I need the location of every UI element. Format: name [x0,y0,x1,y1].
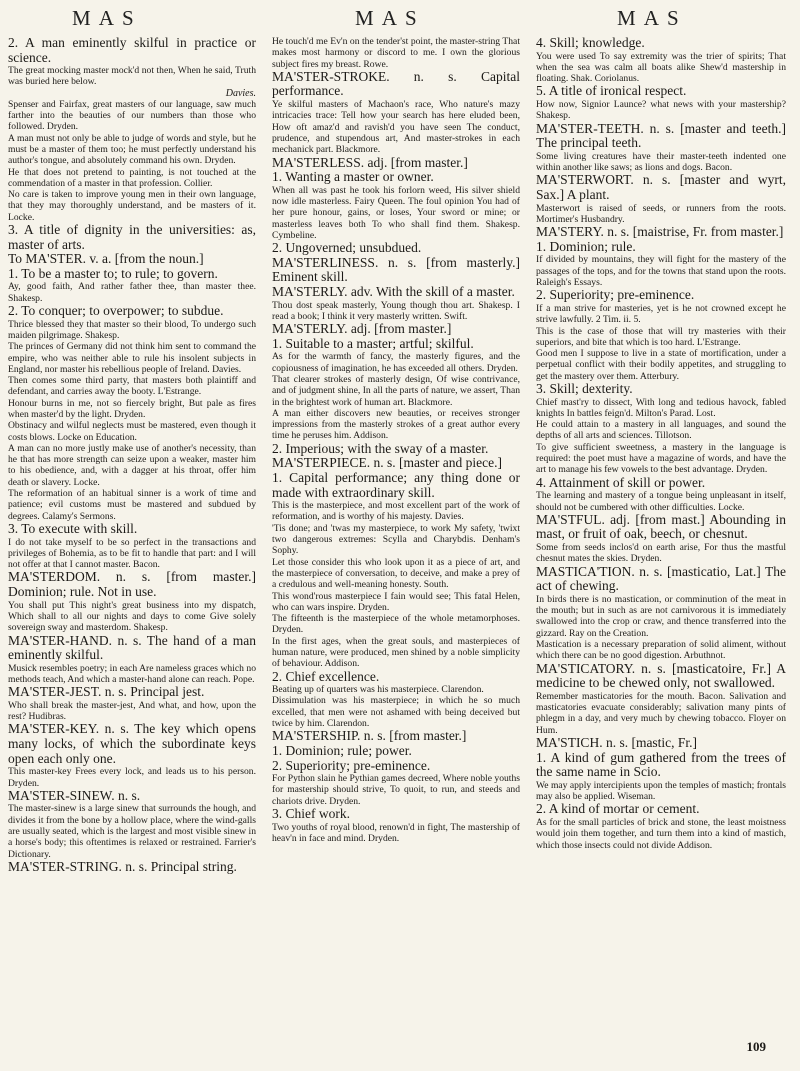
dictionary-entry: MA'STICATORY. n. s. [masticatoire, Fr.] A medicine to be chewed only, not swallowed. [536,660,786,691]
quotation: Good men I suppose to live in a state of mortification, under a perpetual conflict with their bodily appetites, and struggling to get the mastery over them. Atterbury. [536,348,786,382]
dictionary-entry: MA'STER-STROKE. n. s. Capital performance. [272,68,520,99]
quotation: If a man strive for masteries, yet is he not crowned except he strive lawfully. 2 Tim. ii. 5. [536,302,786,326]
quotation: Some living creatures have their master-teeth indented one within another like saws; as lions and dogs. Bacon. [536,150,786,174]
running-head-left: M A S [72,6,136,30]
quotation: The fifteenth is the masterpiece of the whole metamorphoses. Dryden. [272,613,520,636]
dictionary-entry: 2. Superiority; pre-eminence. [272,757,431,773]
dictionary-entry: 2. Ungoverned; unsubdued. [272,240,422,256]
quotation: When all was past he took his forlorn weed, His silver shield now idle masterless. Fairy Queen. The foul opinion You had of her pure honour, gains, or loses, Your sword or mine; or masterless leaves both To who shall find them. Shakesp. Cymbeline. [272,184,520,241]
dictionary-entry: 1. Suitable to a master; artful; skilful. [272,335,474,351]
quotation: I do not take myself to be so perfect in the transactions and privileges of Bohemia, as to be fit to handle that part: and I will not offer at that I cannot master. Bacon. [8,536,256,571]
quotation: Remember masticatories for the mouth. Bacon. Salivation and masticatories evacuate considerably; salivation many pints of phlegm in a day, and very much by chewing tobacco. Floyer on Hum. [536,690,786,736]
column-middle [272,36,520,1046]
quotation: Some from seeds inclos'd on earth arise, For thus the mastful chesnut mates the skies. Dryden. [536,542,786,565]
quotation: Honour burns in me, not so fiercely bright, But pale as fires when master'd by the light. Dryden. [8,397,256,420]
quotation: Chief mast'ry to dissect, With long and tedious havock, fabled knights In battles feign'd. Milton's Parad. Lost. [536,396,786,419]
quotation: The great mocking master mock'd not then, When he said, Truth was buried here below. [8,65,256,88]
dictionary-entry: 4. Attainment of skill or power. [536,474,706,490]
dictionary-entry: 2. To conquer; to overpower; to subdue. [8,303,224,319]
quotation: To give sufficient sweetness, a mastery in the language is required: the poet must have a magazine of words, and have the art to manage his few vowels to the best advantage. Dryden. [536,441,786,476]
dictionary-entry: 2. A kind of mortar or cement. [536,801,700,817]
dictionary-entry: 1. Wanting a master or owner. [272,169,434,185]
quotation: No care is taken to improve young men in their own language, that they may thoroughly understand, and be masters of it. Locke. [8,189,256,223]
quotation: Thou dost speak masterly, Young though thou art. Shakesp. I read a book; I think it very masterly written. Swift. [272,299,520,322]
quotation: This master-key Frees every lock, and leads us to his person. Dryden. [8,766,256,789]
quotation: Masterwort is raised of seeds, or runners from the roots. Mortimer's Husbandry. [536,202,786,225]
dictionary-entry: 1. Dominion; rule; power. [272,742,412,758]
column-left [8,36,256,1046]
dictionary-entry: To MA'STER. v. a. [from the noun.] [8,251,204,267]
dictionary-entry: MA'STERSHIP. n. s. [from master.] [272,728,467,744]
quotation: Ye skilful masters of Machaon's race, Who nature's mazy intricacies trace: Tell how your search has here eluded been, How oft amaz'd and ravish'd you have seen The conduct, prudence, and stupendous art, And master-strokes in each mechanick part. Blackmore. [272,99,520,156]
quotation: Obstinacy and wilful neglects must be mastered, even though it costs blows. Locke on Education. [8,420,256,443]
quotation: Thrice blessed they that master so their blood, To undergo such maiden pilgrimage. Shakesp. [8,318,256,341]
quotation: If divided by mountains, they will fight for the mastery of the passages of the tops, and for the towns that stand upon the roots. Raleigh's Essays. [536,254,786,289]
dictionary-entry: 1. Capital performance; any thing done or made with extraordinary skill. [272,469,520,500]
quotation: He could attain to a mastery in all languages, and sound the depths of all arts and sciences. Tillotson. [536,419,786,442]
quotation: A man can no more justly make use of another's necessity, than he that has more strength can seize upon a weaker, master him to his obedience, and, with a dagger at his throat, offer him death or slavery. Locke. [8,442,256,488]
quotation: The master-sinew is a large sinew that surrounds the hough, and divides it from the bone by a hollow place, where the wind-galls are usually seated, which is the largest and most visible sinew in a horse's body; this oftentimes is relaxed or restrained. Farrier's Dictionary. [8,803,256,860]
dictionary-entry: 1. To be a master to; to rule; to govern. [8,265,218,281]
quotation: This is the masterpiece, and most excellent part of the work of reformation, and is worthy of his majesty. Davies. [272,500,520,523]
dictionary-entry: 1. Dominion; rule. [536,238,636,254]
quotation: Let those consider this who look upon it as a piece of art, and the masterpiece of conversation, to deceive, and make a prey of a credulous and well-meaning honesty. South. [272,556,520,591]
quotation: 'Tis done; and 'twas my masterpiece, to work My safety, 'twixt two dangerous extremes: Scylla and Charybdis. Denham's Sophy. [272,522,520,557]
dictionary-entry: 3. Chief work. [272,806,350,822]
dictionary-entry: MA'STER-KEY. n. s. The key which opens many locks, of which the subordinate keys open each only one. [8,721,256,766]
quotation: Beating up of quarters was his masterpiece. Clarendon. [272,684,484,696]
citation: Davies. [225,87,256,99]
dictionary-entry: MA'STER-HAND. n. s. The hand of a man eminently skilful. [8,632,256,663]
dictionary-entry: MA'STERLY. adv. With the skill of a master. [272,284,515,300]
dictionary-entry: MA'STERPIECE. n. s. [master and piece.] [272,455,503,471]
quotation: Spenser and Fairfax, great masters of our language, saw much farther into the beauties of our numbers than those who followed. Dryden. [8,98,256,133]
running-head-center: M A S [355,6,419,30]
quotation: Musick resembles poetry; in each Are nameless graces which no methods teach, And which a master-hand alone can reach. Pope. [8,662,256,685]
quotation: Dissimulation was his masterpiece; in which he so much excelled, that men were not ashamed with being deceived but twice by him. Clarendon. [272,695,520,730]
quotation: How now, Signior Launce? what news with your mastership? Shakesp. [536,99,786,122]
quotation: Mastication is a necessary preparation of solid aliment, without which there can be no good digestion. Arbuthnot. [536,639,786,662]
dictionary-entry: 2. A man eminently skilful in practice or science. [8,36,256,65]
quotation: We may apply intercipients upon the temples of mastich; frontals may also be applied. Wiseman. [536,779,786,803]
dictionary-entry: MA'STERLINESS. n. s. [from masterly.] Eminent skill. [272,254,520,285]
quotation: He touch'd me Ev'n on the tender'st point, the master-string That makes most harmony or discord to me. I own the glorious subject fires my breast. Rowe. [272,36,520,70]
quotation: In birds there is no mastication, or comminution of the meat in the mouth; but in such as are not carnivorous it is immediately swallowed into the crop or craw, and thence transferred into the gizzard. Ray on the Creation. [536,593,786,639]
dictionary-entry: MA'STER-STRING. n. s. Principal string. [8,858,237,874]
dictionary-entry: MA'STERDOM. n. s. [from master.] Dominion; rule. Not in use. [8,569,256,600]
dictionary-entry: MA'STER-TEETH. n. s. [master and teeth.] The principal teeth. [536,120,786,151]
quotation: That clearer strokes of masterly design, Of wise contrivance, and of judgment shine, In all the parts of nature, we assert, Than in the brightest work of human art. Blackmore. [272,373,520,408]
dictionary-entry: 2. Chief excellence. [272,668,380,684]
dictionary-entry: 2. Imperious; with the sway of a master. [272,440,489,456]
dictionary-entry: MA'STERY. n. s. [maistrise, Fr. from master.] [536,224,784,240]
quotation: Then comes some third party, that masters both plaintiff and defendant, and carries away the booty. L'Estrange. [8,375,256,398]
dictionary-entry: MA'STFUL. adj. [from mast.] Abounding in mast, or fruit of oak, beech, or chesnut. [536,511,786,542]
quotation: The learning and mastery of a tongue being unpleasant in itself, should not be cumbered with other difficulties. Locke. [536,490,786,513]
dictionary-entry: MA'STERLESS. adj. [from master.] [272,154,468,170]
quotation: You shall put This night's great business into my dispatch, Which shall to all our nights and days to come Give solely sovereign sway and masterdom. Shakesp. [8,599,256,634]
dictionary-entry: MASTICA'TION. n. s. [masticatio, Lat.] The act of chewing. [536,563,786,594]
dictionary-entry: 1. A kind of gum gathered from the trees of the same name in Scio. [536,749,786,780]
dictionary-entry: 4. Skill; knowledge. [536,36,645,50]
page-number: 109 [746,1039,766,1054]
quotation: He that does not pretend to painting, is not touched at the commendation of a master in that profession. Collier. [8,166,256,189]
dictionary-entry: 3. A title of dignity in the universities: as, master of arts. [8,222,256,252]
quotation: A man either discovers new beauties, or receives stronger impressions from the masterly strokes of a great author every time he peruses him. Addison. [272,407,520,442]
running-head-right: M A S [617,6,681,30]
quotation: A man must not only be able to judge of words and style, but he must be a master of them too; he must perfectly understand his author's tongue, and absolutely command his own. Dryden. [8,132,256,167]
quotation: This wond'rous masterpiece I fain would see; This fatal Helen, who can wars inspire. Dryden. [272,590,520,613]
quotation: Ay, good faith, And rather father thee, than master thee. Shakesp. [8,281,256,304]
dictionary-entry: MA'STER-JEST. n. s. Principal jest. [8,684,205,700]
dictionary-entry: MA'STERLY. adj. [from master.] [272,321,452,337]
quotation: Two youths of royal blood, renown'd in fight, The mastership of heav'n in face and mind. Dryden. [272,821,520,844]
column-right [536,36,786,1046]
quotation: The princes of Germany did not think him sent to command the empire, who was neither able to rule his insolent subjects in England, nor master his rebellious people of Ireland. Davies. [8,341,256,375]
quotation: For Python slain he Pythian games decreed, Where noble youths for mastership should strive, To quoit, to run, and steeds and chariots drive. Dryden. [272,773,520,807]
dictionary-entry: MA'STERWORT. n. s. [master and wyrt, Sax.] A plant. [536,172,786,203]
quotation: Who shall break the master-jest, And what, and how, upon the rest? Hudibras. [8,699,256,723]
dictionary-entry: 3. Skill; dexterity. [536,380,633,396]
quotation: You were used To say extremity was the trier of spirits; That when the sea was calm all boats alike Shew'd mastership in floating. Shak. Coriolanus. [536,50,786,85]
quotation: In the first ages, when the great souls, and masterpieces of human nature, were produced, men shined by a noble simplicity of behaviour. Addison. [272,635,520,670]
dictionary-entry: 3. To execute with skill. [8,520,138,536]
dictionary-entry: 5. A title of ironical respect. [536,83,687,99]
quotation: This is the case of those that will try masteries with their superiors, and bite that which is too hard. L'Estrange. [536,325,786,348]
quotation: As for the warmth of fancy, the masterly figures, and the copiousness of imagination, he has exceeded all others. Dryden. [272,351,520,374]
dictionary-entry: 2. Superiority; pre-eminence. [536,287,695,303]
quotation: The reformation of an habitual sinner is a work of time and patience; evil customs must be mastered and subdued by degrees. Calamy's Sermons. [8,488,256,522]
quotation: As for the small particles of brick and stone, the least moistness would join them together, and turn them into a kind of mastich, which those insects could not divide Addison. [536,816,786,851]
dictionary-entry: MA'STICH. n. s. [mastic, Fr.] [536,734,698,750]
dictionary-entry: MA'STER-SINEW. n. s. [8,787,141,803]
